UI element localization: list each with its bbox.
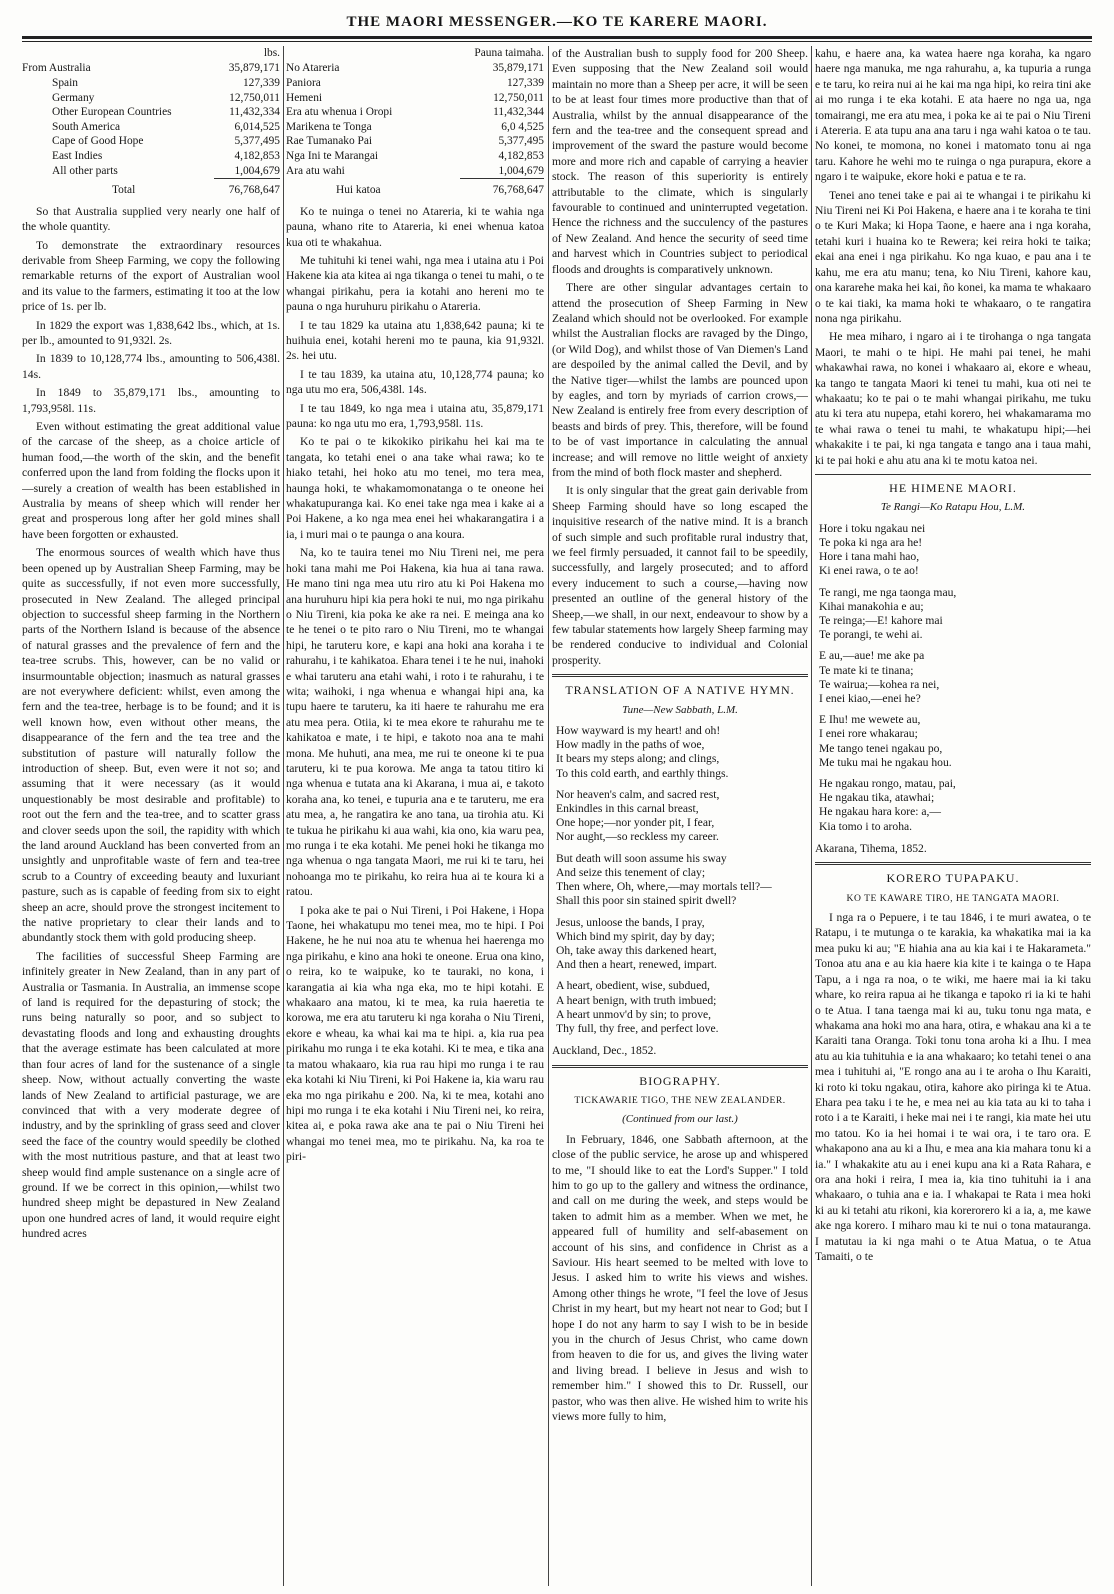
biography-title: BIOGRAPHY. xyxy=(639,1073,721,1088)
hymn-signature: Auckland, Dec., 1852. xyxy=(552,1044,657,1058)
paragraph: To demonstrate the extraordinary resources derivable from Sheep Farming, we copy the following remarkable returns of the export of Australian wool and its value to the farmers, estimating it too at the low price of 1s. per lb. xyxy=(22,238,280,314)
paragraph: Even without estimating the great additional value of the carcase of the sheep, as a choice article of human food,—the worth of the skin, and the benefit conferred upon the land from folding the flocks upon it—surely a creation of wealth has been established in Australia by means of sheep which will render her great and prosperous long after her gold mines shall have been forgotten or exhausted. xyxy=(22,420,280,541)
table-row xyxy=(286,134,544,149)
biography-continued-note: (Continued from our last.) xyxy=(622,1113,738,1126)
total-label: Total xyxy=(112,183,136,196)
hymn-stanza xyxy=(819,777,1091,834)
row-value: 35,879,171 xyxy=(492,62,544,75)
column-divider xyxy=(548,46,549,1586)
biography-subtitle: TICKAWARIE TIGO, THE NEW ZEALANDER. xyxy=(574,1094,786,1106)
masthead: THE MAORI MESSENGER.—KO TE KARERE MAORI. xyxy=(346,14,768,30)
total-value: 76,768,647 xyxy=(460,179,544,198)
section-rule xyxy=(815,862,1091,865)
table-row xyxy=(22,76,280,91)
table-row xyxy=(22,134,280,149)
row-label: All other parts xyxy=(52,164,118,177)
table-unit-header: Pauna taimaha. xyxy=(474,47,544,59)
row-value: 1,004,679 xyxy=(498,164,544,177)
hymn-line: A heart, obedient, wise, subdued, xyxy=(556,979,710,993)
row-value: 6,014,525 xyxy=(234,120,280,133)
row-value: 127,339 xyxy=(242,77,280,89)
row-value: 12,750,011 xyxy=(229,91,280,104)
table-row xyxy=(286,164,544,179)
paragraph: I poka ake te pai o Nui Tireni, i Poi Hakene, i Hopa Taone, hei whakatupu mo tenei mea, mo te hipi. I Poi Hakene, he he nui noa atu te whenua hei haerenga mo nga pirikahu, e kino ana hoki te oneone. Erua ona kino, o reira, ko te waipuke, ko te tauraki, no kona, i karangatia ai kia wha nga eka, mo te hipi kotahi. E whakaaro ana matou, ki te mea, ka ruia haeretia te korowa, me era atu taruteru ki nga koraha o Niu Tireni, ekore e wheau, ka whai kai ma te hipi. a, kia rua pea pirikahu mo runga i te eka kotahi. Ki te mea, e tika ana ta matou whakaaro, kia rua rau hipi mo runga i te rau eka kotahi ki Niu Tireni, ki Poi Hakene ia, kia waru rau eka mo nga pirikahu e 200. Na, ki te mea, kotahi ano hipi mo runga i te eka kotahi i Niu Tireni nei, ko reira, kitea ai, e poka rawa ake ana te pai o Niu Tireni hei whangai mo tenei mea, mo te pirikahu. Na, ka roa te piri- xyxy=(286,903,544,1164)
himene-title: HE HIMENE MAORI. xyxy=(889,480,1017,495)
row-label: Era atu whenua i Oropi xyxy=(286,106,393,119)
hymn-line: Kihai manakohia e au; xyxy=(819,599,924,613)
paragraph: The enormous sources of wealth which have thus been opened up by Australian Sheep Farming, may be quite as successfully, if not even more successfully, prosecuted in New Zealand. The alleged principal objection to successful sheep farming in the Northern parts of the Northern Island is because of the absence of natural grasses and the prevalence of fern and the tea-tree scrubs. This, however, can be no valid or insurmountable objection; inasmuch as natural grasses are not everywhere deficient: whilst, even among the fern and the tea-tree, herbage is to be found; and it is well known how, even without other means, the disappearance of the fern and the tea tree and the substitution of pasture will naturally follow the introduction of sheep. But, even were it not so; and assuming that it were necessary (as it would unquestionably be most desirable and profitable) to root out the fern and the tea-tree, and to scatter grass and clover seeds upon the soil, the rapidity with which the land around Auckland has been converted from an unsightly and unprofitable waste of fern and tea-tree scrub to a Country of exceeding beauty and luxuriant pasture, such as is capable of feeding from six to eight sheep an acre, should prove the strongest incitement to the native proprietary to clear their lands and to abundantly stock them with gold producing sheep. xyxy=(22,546,280,945)
wool-import-table xyxy=(22,61,280,197)
table-row xyxy=(22,91,280,106)
row-label: Rae Tumanako Pai xyxy=(286,135,373,148)
table-total-row xyxy=(22,179,280,198)
hymn-tune: Tune—New Sabbath, L.M. xyxy=(622,703,738,716)
table-row xyxy=(22,120,280,135)
paragraph: There are other singular advantages certain to attend the prosecution of Sheep Farming in New Zealand which should not be overlooked. For example whilst the Australian flocks are ravaged by the Dingo, (or Wild Dog), and whilst those of Van Diemen's Land are despoiled by the animal called the Devil, and by the Native tiger—whilst the lambs are pounced upon by eagles, and torn by myriads of carrion crows,—New Zealand is entirely free from every description of beasts and birds of prey. This, therefore, will be found to be of vast importance in calculating the annual increase; and will remove no little weight of anxiety from the mind of both flock master and shepherd. xyxy=(552,281,808,479)
row-label: No Atareria xyxy=(286,62,340,75)
hymn-line: Oh, take away this darkened heart, xyxy=(556,943,717,957)
hymn-line: I enei rore whakarau; xyxy=(819,727,918,741)
table-row xyxy=(286,76,544,91)
hymn-line: Hore i toku ngakau nei xyxy=(819,521,926,535)
table-row xyxy=(286,149,544,164)
hymn-stanza xyxy=(556,788,808,845)
hymn-line: Which bind my spirit, day by day; xyxy=(556,929,715,943)
row-label: Spain xyxy=(52,77,78,89)
paragraph: Ko te pai o te kikokiko pirikahu hei kai ma te tangata, ko tetahi enei o ana take whai rawa; ko te hiako tetahi, hei hoko atu mo tenei, mo tera mea, haunga hoki, te whakamomonatanga o te oneone hei whakatupuranga kai. Ko enei take nga mea i kake ai a Poi Hakene, a ko nga mea enei hei whakarangatira i a ia, i muri mai o te paunga o ana koura. xyxy=(286,435,544,541)
hymn-line: A heart benign, with truth imbued; xyxy=(556,993,717,1007)
paragraph: In 1849 to 35,879,171 lbs., amounting to 1,793,958l. 11s. xyxy=(22,386,280,415)
hymn-line: Te wairua;—kohea ra nei, xyxy=(819,677,940,691)
row-value: 6,0 4,525 xyxy=(501,120,544,133)
hymn-stanza xyxy=(556,916,808,973)
hymn-line: Shall this poor sin stained spirit dwell? xyxy=(556,894,737,908)
section-rule xyxy=(815,474,1091,475)
hymn-line: Jesus, unloose the bands, I pray, xyxy=(556,915,705,929)
hymn-line: Then where, Oh, where,—may mortals tell?— xyxy=(556,880,772,894)
row-label: From Australia xyxy=(22,62,91,75)
paragraph: Na, ko te tauira tenei mo Niu Tireni nei, me pera hoki tana mahi me Poi Hakena, kia hua ai tana rawa. He mano tini nga mea utu riro atu ki Poi Hakena mo ana huruhuru hipi kia pera hoki te nui, mo nga pirikahu o Niu Tireni, kia poka ke ake ra nei. E meinga ana ko te he tenei o te pito raro o Niu Tireni, mo te whangai hipi, he taruteru kore, e kapi ana hoki ana koraha i te rahurahu, i te kahikatoa. Ehara tenei i te he nui, inahoki e whai taruteru ana etahi wahi, i roto i te rahurahu, i te wita; waihoki, i nga whenua e whangai hipi ana, ka tupu haere te taruteru, ka iti haere te rahurahu me era atu mea pera. Otiia, ki te mea ekore te rahurahu me te kahikatoa e mate, i te hipi, e takoto noa ana te mahi mona. Me huhuti, ana mea, me rui te oneone ki te pua taruteru, ki te pua korowa. Me anga ta tatou titiro ki nga whenua e tutata ana ki Akarana, i mua ai, e takoto koraha ana, ko tenei, e tupuria ana e te taruteru, me era atu mea, a, he rangatira ke ano tana, ua tirohia atu. Ki te tukua he pirikahu ki aua wahi, kia ono, kia waru pea, mo runga i te eka kotahi. Me penei hoki he tikanga mo nga whenua o nga tangata Maori, me rui ki te taru, hei nohoanga mo te pirikahu, ko reira hua ai te koura ki a ratou. xyxy=(286,546,544,899)
table-row xyxy=(286,91,544,106)
masthead-rule xyxy=(22,36,1092,39)
hymn-line: He ngakau rongo, matau, pai, xyxy=(819,777,956,791)
total-label: Hui katoa xyxy=(336,183,381,196)
hymn-line: A heart unmov'd by sin; to prove, xyxy=(556,1007,712,1021)
row-label: Paniora xyxy=(286,77,321,89)
section-rule xyxy=(552,1065,808,1068)
masthead-rule-thin xyxy=(22,41,1092,42)
row-value: 4,182,853 xyxy=(498,149,544,162)
row-label: Hemeni xyxy=(286,91,323,104)
hymn-stanza xyxy=(556,979,808,1036)
hymn-line: To this cold earth, and earthly things. xyxy=(556,766,729,780)
table-row xyxy=(22,105,280,120)
table-total-row xyxy=(286,179,544,198)
hymn-line: Te porangi, te wehi ai. xyxy=(819,628,923,642)
hymn-line: Thy full, thy free, and perfect love. xyxy=(556,1021,719,1035)
hymn-line: Te mate ki te tinana; xyxy=(819,663,914,677)
paragraph: I te tau 1829 ka utaina atu 1,838,642 pauna; ki te huihuia enei, kotahi hereni mo te pauna, kia 91,932l. 2s. hei utu. xyxy=(286,318,544,363)
hymn-line: Me tuku mai he ngakau hou. xyxy=(819,755,952,769)
column-divider xyxy=(283,46,284,1586)
hymn-line: One hope;—nor yonder pit, I fear, xyxy=(556,816,715,830)
row-value: 11,432,344 xyxy=(493,106,544,119)
himene-signature: Akarana, Tihema, 1852. xyxy=(815,841,927,855)
section-rule xyxy=(552,674,808,677)
hymn-line: Me tango tenei ngakau po, xyxy=(819,741,943,755)
paragraph: Ko te nuinga o tenei no Atareria, ki te wahia nga pauna, whano rite to Atareria, ki enei whenua katoa kua oti te whakahua. xyxy=(286,204,544,249)
row-label: Cape of Good Hope xyxy=(52,135,144,148)
row-label: Other European Countries xyxy=(52,106,172,119)
paragraph: He mea miharo, i ngaro ai i te tirohanga o nga tangata Maori, te mahi o te hipi. He mahi pai tenei, he mahi whakawhai rawa, no konei i whakaaro ai, ekore e wheau, ka tango te tangata Maori ki tenei tu mahi, kua oti nei te whakaatu; ko te pai o te mahi whangai pirikahu, me tuku atu ki tera atu nupepa, etahi korero, hei whakamarama mo te whai rawa o tenei tu mahi, te whakatupu hipi;—hei whakakite i te pai, ki nga tangata e tango ana i taua mahi, ki te pai hoki e ahu atu ana ki te motu katoa nei. xyxy=(815,330,1091,467)
hymn-line: And seize this tenement of clay; xyxy=(556,865,706,879)
hymn-line: It bears my steps along; and clings, xyxy=(556,752,720,766)
korero-text: I nga ra o Pepuere, i te tau 1846, i te muri awatea, o te Ratapu, i te mutunga o te karakia, ka whakatika mai ia ka mea puku ki au; "E hiahia ana au kia kai i te Hakarameta." Tonoa atu ana e au kia haere kia kite i te kainga o te Hapa Tapu, a i nga ra noa, o te wiki, me haere mai ia ki taku whare, ko reira rapua ai he tikanga e tapoko ri ia ki te hahi o te Atua. I tana taenga mai ki au, tuku tonu nga mata, e whakama ana hoki mo ana hara, otira, e whakau ana ki a te Karaiti tana Oranga. Toki tonu tona aroha ki a Ihu. I mea atu au kia tuhituhia e ia ana whakaaro; ko tetahi tenei o ana mea i tuhituhi ai, "E rongo ana au i te aroha o Ihu Karaiti, ki roto ki toku ngakau, otira, kahore ako piringa ki te Atua. Ehara pea taku i te he, e mea nei au kia tata au ki to taha i roto i a te Karaiti, i heke mai nei i te rangi, kia mate hei utu mo tatou. Ko ia hei homai i te wai ora, i te taro ora. E whakapono ana au ki a Ihu, e mea ana kia mahara tonu ki a ia." I whakakite atu au i enei kupu ana ki a Rata Rahara, e ora ana hoki i reira, I mea ia, kia tino tuhituhi ia i ana whakaaro, o tuhia ana e ia. I whakapai te Rata i mea hoki ki au ki tetahi atu rikoni, kia korerorero ki a ia, a, me kawe ake nga korero. I miharo mau ki te nui o tona matauranga. I matutau ia ki nga mahi o te Atua Matua, o te Atua Tamaiti, o te xyxy=(815,911,1091,1263)
column-english-continued xyxy=(552,46,808,1588)
row-value: 4,182,853 xyxy=(234,149,280,162)
row-value: 127,339 xyxy=(506,77,544,89)
hymn-line: Te poka ki nga ara he! xyxy=(819,535,923,549)
column-maori-continued xyxy=(815,46,1091,1588)
row-value: 12,750,011 xyxy=(493,91,544,104)
hymn-line: He ngakau hara kore: a,— xyxy=(819,805,942,819)
hymn-stanza xyxy=(556,724,808,781)
biography-text: In February, 1846, one Sabbath afternoon, at the close of the public service, he arose up and whispered to me, "I should like to eat the Lord's Supper." I told him to go up to the gallery and witness the ordinance, and call on me during the week, and steps would be taken to admit him as a member. When we met, he appeared full of humility and self-abasement on account of his sins, and confidence in Christ as a Saviour. His heart seemed to be melted with love to Jesus. I asked him to write his views and wishes. Among other things he wrote, "I feel the love of Jesus Christ in my heart, but my heart not near to God; but I hope I do not any harm to say I wish to be in beside you in the church of Jesus Christ, who came down from heaven to die for us, and gives the living water and living bread. I believe in Jesus and wish to remember him." I showed this to Dr. Russell, our pastor, who was then alive. He wished him to write his views more fully to him, xyxy=(552,1132,808,1424)
hymn-line: Te reinga;—E! kahore mai xyxy=(819,614,943,627)
row-label: Marikena te Tonga xyxy=(286,120,372,133)
row-label: Germany xyxy=(52,91,95,104)
table-row xyxy=(22,164,280,179)
row-value: 11,432,334 xyxy=(229,106,280,119)
hymn-line: Ki enei rawa, o te ao! xyxy=(819,564,919,578)
hymn-line: E au,—aue! me ake pa xyxy=(819,649,925,663)
paragraph: In 1839 to 10,128,774 lbs., amounting to 506,438l. 14s. xyxy=(22,352,280,381)
row-label: South America xyxy=(52,120,121,133)
row-value: 5,377,495 xyxy=(498,135,544,148)
hymn-line: How madly in the paths of woe, xyxy=(556,738,705,752)
hymn-line: He ngakau tika, atawhai; xyxy=(819,791,935,805)
hymn-line: Nor heaven's calm, and sacred rest, xyxy=(556,787,720,801)
column-divider xyxy=(811,46,812,1586)
paragraph: Tenei ano tenei take e pai ai te whangai i te pirikahu ki Niu Tireni nei Ki Poi Hakena, e haere ana i te koraha te tini o te Kuri Maka; ki Hopa Taone, e haere ana i nga koraha, tetahi kuri i huaina ko te Rewera; kei reira hoki te taika; ekai ana enei i nga pirikahu. Ko nga kuao, e pau ana i te kahu, me era atu manu; tena, ko Niu Tireni, kahore kau, ona kararehe maka hei kai, ño konei, ka mama te whakaaro o te kai tiaki, ka mama hoki te whakaaro, o te rangatira nona nga pirikahu. xyxy=(815,188,1091,325)
paragraph: So that Australia supplied very nearly one half of the whole quantity. xyxy=(22,204,280,234)
himene-tune: Te Rangi—Ko Ratapu Hou, L.M. xyxy=(880,501,1026,514)
paragraph: of the Australian bush to supply food for 200 Sheep. Even supposing that the New Zealand soil would maintain no more than a Sheep per acre, it will be seen to be at least four times more productive than that of Australia, whilst by the annual disappearance of the fern and the tea-tree and the consequent spread and improvement of the sward the pasture would become more and more rich and capable of carrying a heavier stock. The reason of this superiority is entirely attributable to the climate, which is singularly favourable to continued and uninterrupted vegetation. Hence the richness and the succulency of the pastures of New Zealand. And hence the security of seed time and harvest which in Countries subject to periodical floods and droughts is comparatively unknown. xyxy=(552,47,808,276)
hymn-line: Enkindles in this carnal breast, xyxy=(556,802,699,816)
hymn-line: And then a heart, renewed, impart. xyxy=(556,958,717,972)
row-label: Ara atu wahi xyxy=(286,164,345,177)
hymn-stanza xyxy=(556,852,808,909)
hymn-line: Hore i tana mahi hao, xyxy=(819,550,920,564)
hymn-line: But death will soon assume his sway xyxy=(556,851,727,865)
hymn-line: Te rangi, me nga taonga mau, xyxy=(819,585,957,599)
row-label: East Indies xyxy=(52,149,103,162)
table-unit-header: lbs. xyxy=(263,47,280,59)
paragraph: I te tau 1849, ko nga mea i utaina atu, 35,879,171 pauna: ko nga utu mo era, 1,793,958l. 11s. xyxy=(286,401,544,431)
paragraph: The facilities of successful Sheep Farming are infinitely greater in New Zealand, than in any part of Australia or Tasmania. In Australia, an immense scope of land is required for the depasturing of stock; the runs being naturally so poor, and so subject to devastating floods and long and exhausting droughts that the average estimate has been calculated at more than four acres of land for the sustenance of a single sheep. Now, without actually converting the waste lands of New Zealand to artificial pasturage, we are convinced that with a very moderate degree of industry, and by the sprinkling of grass seed and clover seed the face of the country would speedily be clothed with the most nutritious pasture, and that at least two sheep would find ample sustenance on a single acre of ground. If we be correct in this opinion,—whilst two hundred sheep might be depastured in New Zealand upon one hundred acres of land, it would require eight hundred acres xyxy=(22,949,280,1241)
table-row xyxy=(22,149,280,164)
hymn-line: Nor aught,—so reckless my career. xyxy=(556,830,719,844)
hymn-stanza xyxy=(819,586,1091,643)
hymn-title: TRANSLATION OF A NATIVE HYMN. xyxy=(565,683,795,698)
column-english-sheep xyxy=(22,46,280,1588)
hymn-line: E Ihu! me wewete au, xyxy=(819,713,921,727)
paragraph: kahu, e haere ana, ka watea haere nga koraha, ka ngaro haere nga manuka, me nga rahurahu, a, ka tupuria a runga e te taru, ko reira nui ai he kai ma nga hipi, ko reira tini ake ai mo runga i te eka kotahi. E ata haere no nga ua, nga tomairangi, me era atu mea, i poka ke ai te pai o Niu Tireni i Atereria. E ata tupu ana ana taru i nga wahi katoa o te tau. No konei, te momona, no konei i matomato tonu ai nga taru. Kahore he wehi mo te ruinga o nga purapura, ekore a ngaro i te waipuke, ekore hoki e patua e te ra. xyxy=(815,47,1091,184)
korero-title: KORERO TUPAPAKU. xyxy=(886,871,1020,886)
table-row xyxy=(286,61,544,76)
hymn-stanza xyxy=(819,713,1091,770)
wool-import-table-maori xyxy=(286,61,544,197)
table-row xyxy=(286,120,544,135)
paragraph: In 1829 the export was 1,838,642 lbs., which, at 1s. per lb., amounted to 91,932l. 2s. xyxy=(22,318,280,347)
hymn-line: I enei kiao,—enei he? xyxy=(819,692,921,706)
table-row xyxy=(286,105,544,120)
hymn-line: Kia tomo i to aroha. xyxy=(819,819,913,833)
paragraph: It is only singular that the great gain derivable from Sheep Farming should have so long escaped the inquisitive research of the native mind. It is a branch of such simple and such profitable rural industry that, we feel firmly persuaded, it cannot fail to be speedily, successfully, and largely prosecuted; and to afford every inducement to such a course,—having now presented an outline of the general history of the Sheep,—we shall, in our next, endeavour to show by a few tabular statements how largely Sheep farming may be rendered conducive to individual and Colonial prosperity. xyxy=(552,484,808,667)
hymn-stanza xyxy=(819,522,1091,579)
row-label: Nga Ini te Marangai xyxy=(286,149,379,162)
hymn-stanza xyxy=(819,649,1091,706)
row-value: 5,377,495 xyxy=(234,135,280,148)
row-value: 1,004,679 xyxy=(234,164,280,177)
table-row xyxy=(22,61,280,76)
paragraph: Me tuhituhi ki tenei wahi, nga mea i utaina atu i Poi Hakene kia ata kitea ai nga tikanga o tenei tu mahi, o te whangai pirikahu, pera ia kotahi ano hereni mo te pauna o nga huruhuru pirikahu o Atareria. xyxy=(286,253,544,314)
korero-subtitle: KO TE KAWARE TIRO, HE TANGATA MAORI. xyxy=(846,892,1060,904)
row-value: 35,879,171 xyxy=(228,62,280,75)
total-value: 76,768,647 xyxy=(214,179,280,198)
hymn-line: How wayward is my heart! and oh! xyxy=(556,724,721,738)
column-maori-sheep xyxy=(286,46,544,1588)
paragraph: I te tau 1839, ka utaina atu, 10,128,774 pauna; ko nga utu mo era, 506,438l. 14s. xyxy=(286,367,544,397)
